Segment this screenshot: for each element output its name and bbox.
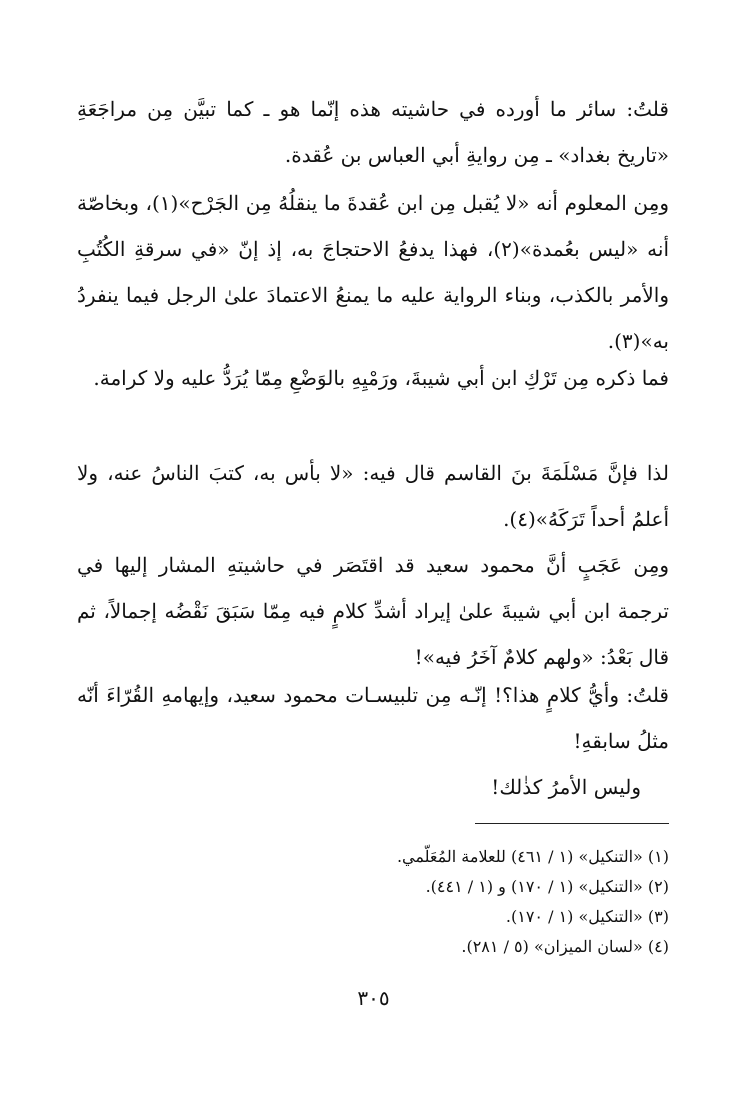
paragraph-7: وليس الأمرُ كذٰلك! — [491, 775, 641, 799]
paragraph-1: قلتُ: سائر ما أورده في حاشيته هذه إنّما هو ـ كما تبيَّن مِن مراجَعَةِ «تاريخ بغداد» ـ مِن روايةِ أبي العباس بن عُقدة. — [77, 97, 669, 167]
page-number: ٣٠٥ — [357, 986, 390, 1010]
footnote-1: (١) «التنكيل» (١ / ٤٦١) للعلامة المُعَلّمي. — [396, 847, 669, 866]
paragraph-2: ومِن المعلوم أنه «لا يُقبل مِن ابن عُقدةَ ما ينقلُهُ مِن الجَرْح»(١)، وبخاصّة أنه «ليس بعُمدة»(٢)، فهذا يدفعُ الاحتجاجَ به، إذ إنّ «في سرقةِ الكُتُبِ والأمر بالكذب، وبناء الرواية عليه ما يمنعُ الاعتمادَ علىٰ الرجل فيما ينفردُ به»(٣). — [77, 191, 669, 353]
paragraph-5: ومِن عَجَبٍ أنَّ محمود سعيد قد اقتَصَر في حاشيتهِ المشار إليها في ترجمة ابن أبي شيبةَ علىٰ إيراد أشدِّ كلامٍ فيه مِمّا سَبَقَ نَقْضُه إجمالاً، ثم قال بَعْدُ: «ولهم كلامٌ آخَرُ فيه»! — [77, 553, 669, 669]
footnote-2: (٢) «التنكيل» (١ / ١٧٠) و (١ / ٤٤١). — [425, 877, 669, 896]
footnote-3: (٣) «التنكيل» (١ / ١٧٠). — [505, 907, 669, 926]
paragraph-4: لذا فإنَّ مَسْلَمَةَ بنَ القاسم قال فيه: «لا بأس به، كتبَ الناسُ عنه، ولا أعلمُ أحداً تَرَكَهُ»(٤). — [77, 461, 669, 531]
footnote-separator — [475, 823, 669, 824]
paragraph-6: قلتُ: وأيُّ كلامٍ هذا؟! إنّـه مِن تلبيسـات محمود سعيد، وإيهامهِ القُرّاءَ أنّه مثلُ سابقهِ! — [77, 683, 669, 753]
paragraph-3: فما ذكره مِن تَرْكِ ابن أبي شيبةَ، ورَمْيِهِ بالوَضْعِ مِمّا يُرَدُّ عليه ولا كرامة. — [93, 366, 669, 390]
footnote-4: (٤) «لسان الميزان» (٥ / ٢٨١). — [461, 937, 669, 956]
